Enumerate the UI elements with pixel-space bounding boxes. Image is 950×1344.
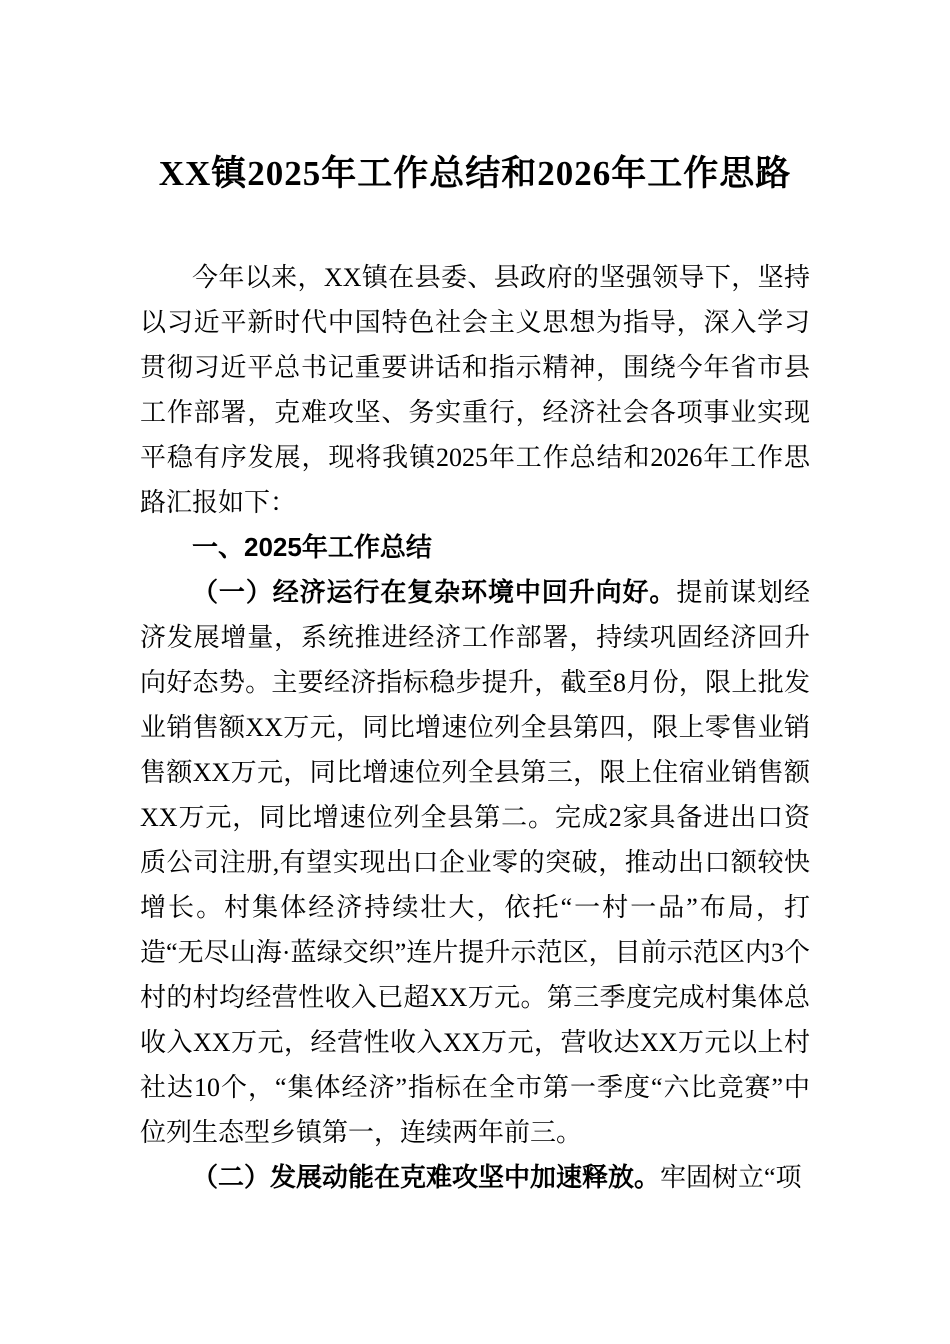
section-heading-2025-summary: 一、2025年工作总结 [192,532,432,563]
paragraph-economy [140,570,810,1155]
paragraph-development-lead: （二）发展动能在克难攻坚中加速释放。 [192,1163,661,1193]
paragraph-economy-text: 提前谋划经济发展增量，系统推进经济工作部署，持续巩固经济回升向好态势。主要经济指标稳步提升，截至8月份，限上批发业销售额XX万元，同比增速位列全县第四，限上零售业销售额XX万元，同比增速位列全县第三，限上住宿业销售额XX万元，同比增速位列全县第二。完成2家具备进出口资质公司注册,有望实现出口企业零的突破，推动出口额较快增长。村集体经济持续壮大，依托“一村一品”布局，打造“无尽山海·蓝绿交织”连片提升示范区，目前示范区内3个村的村均经营性收入已超XX万元。第三季度完成村集体总收入XX万元，经营性收入XX万元，营收达XX万元以上村社达10个，“集体经济”指标在全市第一季度“六比竞赛”中位列生态型乡镇第一，连续两年前三。 [140,578,810,1148]
paragraph-development-text: 牢固树立“项 [660,1163,802,1193]
paragraph-intro: 今年以来，XX镇在县委、县政府的坚强领导下，坚持以习近平新时代中国特色社会主义思想为指导，深入学习贯彻习近平总书记重要讲话和指示精神，围绕今年省市县工作部署，克难攻坚、务实重行，经济社会各项事业实现平稳有序发展，现将我镇2025年工作总结和2026年工作思路汇报如下： [140,263,810,518]
paragraph-development [140,1155,810,1200]
document-title: XX镇2025年工作总结和2026年工作思路 [158,154,792,193]
paragraph-economy-lead: （一）经济运行在复杂环境中回升向好。 [192,578,677,608]
